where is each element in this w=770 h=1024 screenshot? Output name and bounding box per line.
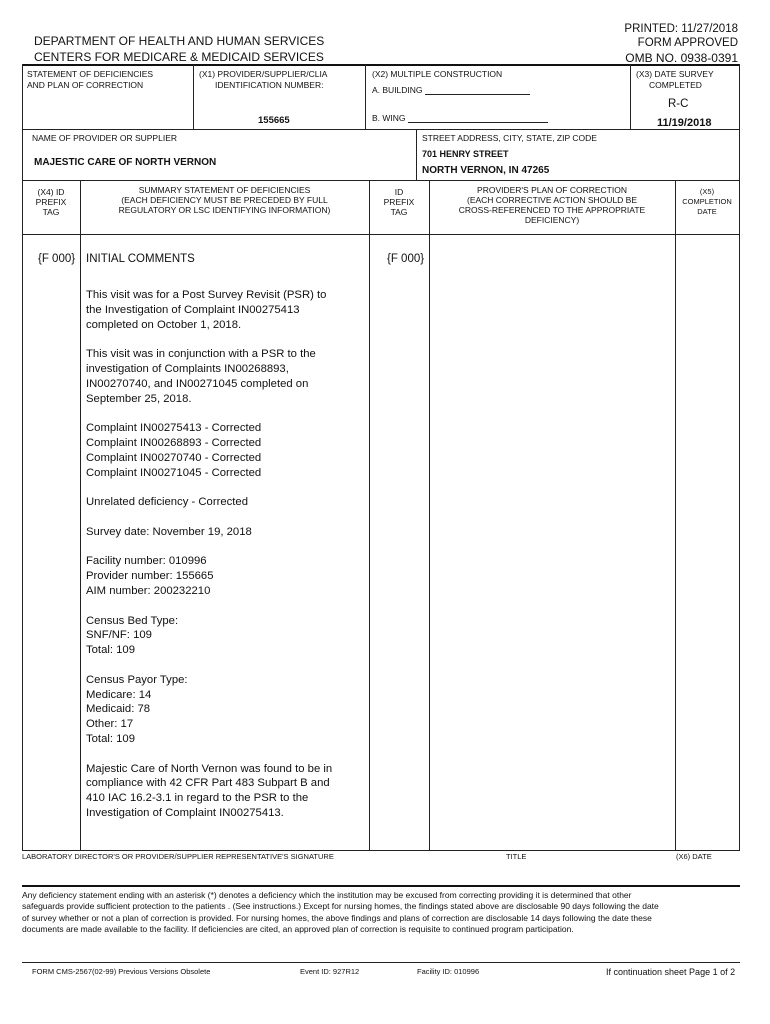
address-street: 701 HENRY STREET xyxy=(422,149,509,159)
page-number: If continuation sheet Page 1 of 2 xyxy=(606,967,736,977)
summary-header: SUMMARY STATEMENT OF DEFICIENCIES (EACH DEFICIENCY MUST BE PRECEDED BY FULL REGULATORY OR LSC IDENTIFYING INFORMATION) xyxy=(118,185,331,215)
provider-id: 155665 xyxy=(258,115,290,126)
plan-header: PROVIDER'S PLAN OF CORRECTION (EACH CORRECTIVE ACTION SHOULD BE CROSS-REFERENCED TO THE APPROPRIATE DEFICIENCY) xyxy=(458,185,646,225)
tag-left: {F 000} xyxy=(38,253,76,265)
section-heading: INITIAL COMMENTS xyxy=(86,253,195,265)
signature-label: LABORATORY DIRECTOR'S OR PROVIDER/SUPPLIER REPRESENTATIVE'S SIGNATURE xyxy=(22,852,334,861)
omb-number: OMB NO. 0938-0391 xyxy=(625,51,738,65)
left-border xyxy=(22,64,23,851)
paragraph: Census Payor Type: Medicare: 14 Medicaid: 78 Other: 17 Total: 109 xyxy=(86,673,188,745)
event-id: Event ID: 927R12 xyxy=(300,967,360,976)
provider-name: MAJESTIC CARE OF NORTH VERNON xyxy=(34,157,217,168)
date-label: (X6) DATE xyxy=(676,852,712,861)
building-label: A. BUILDING xyxy=(372,85,530,95)
revisit-code: R-C xyxy=(668,98,689,110)
disclosure-footnote: Any deficiency statement ending with an asterisk (*) denotes a deficiency which the institution may be excused from correcting providing it is determined that other safeguards provide sufficient protection to the patients . (See instructions.) Except for nursing homes, the findings stated above are disclosable 90 days following the date of survey whether or not a plan of correction is provided. For nursing homes, the above findings and plans of correction are disclosable 14 days following the date these documents are made available to the facility. If deficiencies are cited, an approved plan of correction is requisite to continued program participation. xyxy=(22,890,659,934)
x1-label-1: (X1) PROVIDER/SUPPLIER/CLIA xyxy=(199,69,328,79)
paragraph: Census Bed Type: SNF/NF: 109 Total: 109 xyxy=(86,614,179,657)
signature-bottom-border xyxy=(22,885,740,887)
title-label: TITLE xyxy=(506,852,527,861)
form-number: FORM CMS-2567(02-99) Previous Versions Obsolete xyxy=(32,967,211,976)
survey-date: 11/19/2018 xyxy=(657,117,712,129)
address-label: STREET ADDRESS, CITY, STATE, ZIP CODE xyxy=(422,133,597,143)
x3-label-1: (X3) DATE SURVEY xyxy=(636,69,714,79)
x2-label: (X2) MULTIPLE CONSTRUCTION xyxy=(372,69,503,79)
id-header: ID PREFIX TAG xyxy=(383,187,415,217)
statement-label-2: AND PLAN OF CORRECTION xyxy=(27,80,144,90)
printed-date: PRINTED: 11/27/2018 xyxy=(624,23,738,35)
department-title: DEPARTMENT OF HEALTH AND HUMAN SERVICES xyxy=(34,34,325,48)
paragraph: This visit was in conjunction with a PSR to the investigation of Complaints IN00268893, IN00270740, and IN00271045 completed on September 25, 2018. xyxy=(86,348,316,405)
facility-id: Facility ID: 010996 xyxy=(417,967,480,976)
paragraph: Majestic Care of North Vernon was found to be in compliance with 42 CFR Part 483 Subpart B and 410 IAC 16.2-3.1 in regard to the PSR to the Investigation of Complaint IN00275413. xyxy=(86,762,333,819)
paragraph: Unrelated deficiency - Corrected xyxy=(86,496,248,509)
top-border xyxy=(22,64,740,66)
x3-label-2: COMPLETED xyxy=(649,80,702,90)
statement-label-1: STATEMENT OF DEFICIENCIES xyxy=(27,69,154,79)
paragraph: Facility number: 010996 Provider number: 155665 AIM number: 200232210 xyxy=(86,555,214,597)
paragraph: This visit was for a Post Survey Revisit (PSR) to the Investigation of Complaint IN00275413 completed on October 1, 2018. xyxy=(86,289,327,331)
form-approved: FORM APPROVED xyxy=(637,37,738,49)
right-border xyxy=(739,64,740,851)
tag-right: {F 000} xyxy=(387,253,425,265)
x1-label-2: IDENTIFICATION NUMBER: xyxy=(215,80,324,90)
comments-body xyxy=(86,288,366,835)
paragraph: Complaint IN00275413 - Corrected Complaint IN00268893 - Corrected Complaint IN00270740 - Corrected Complaint IN00271045 - Corrected xyxy=(86,422,262,479)
centers-title: CENTERS FOR MEDICARE & MEDICAID SERVICES xyxy=(34,50,324,64)
paragraph: Survey date: November 19, 2018 xyxy=(86,525,252,538)
x5-header: (X5) COMPLETION DATE xyxy=(682,187,732,216)
address-city: NORTH VERNON, IN 47265 xyxy=(422,165,550,176)
wing-label: B. WING xyxy=(372,113,548,123)
provider-label: NAME OF PROVIDER OR SUPPLIER xyxy=(32,133,177,143)
x4-header: (X4) ID PREFIX TAG xyxy=(35,187,67,217)
